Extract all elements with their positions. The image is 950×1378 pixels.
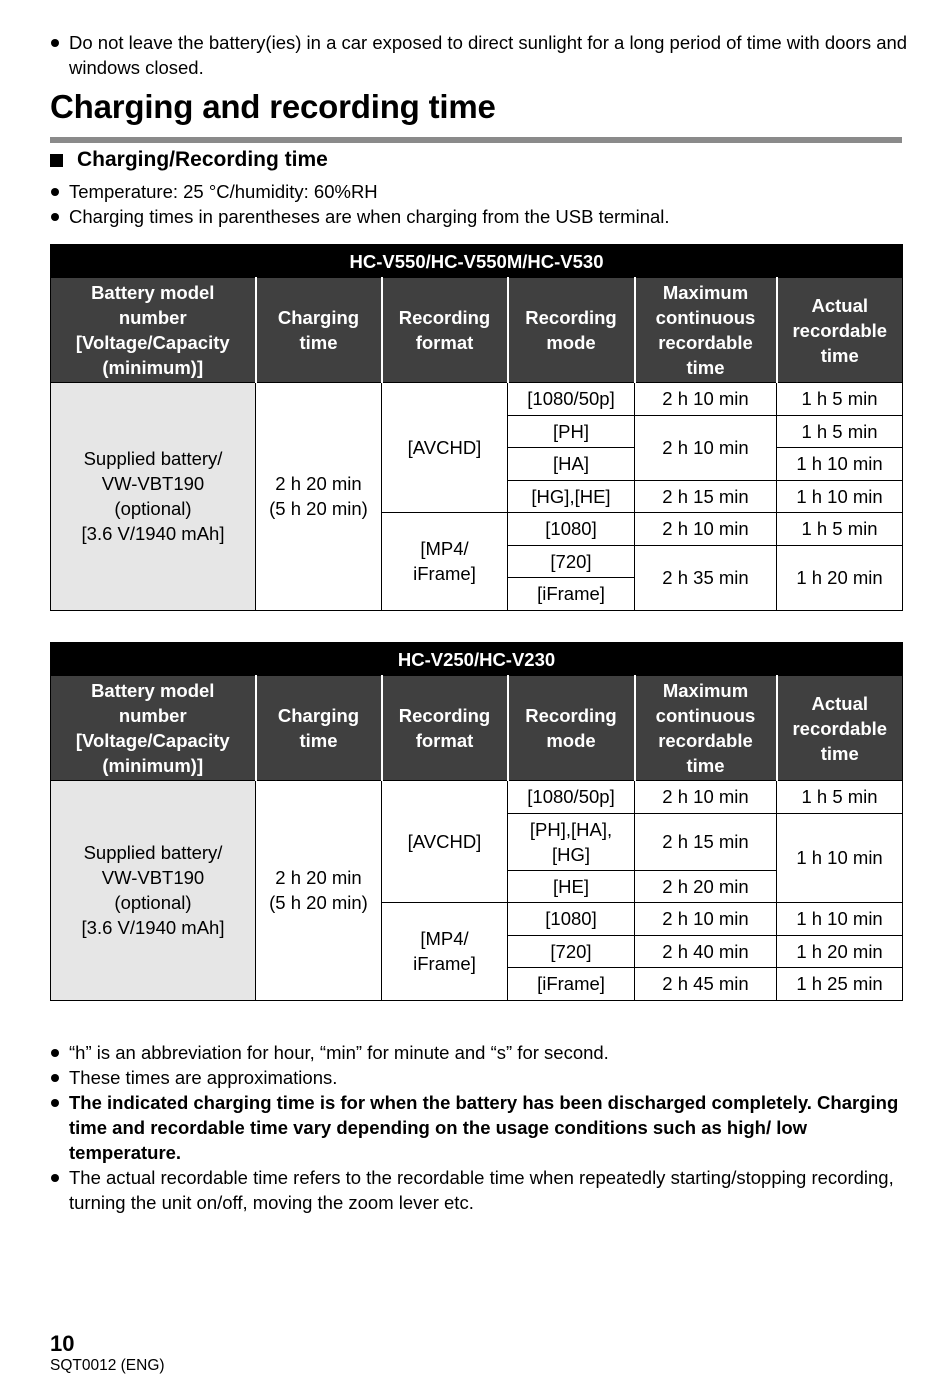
col-header-battery: Battery model number [Voltage/Capacity (minimum)] (51, 676, 256, 781)
mode-cell: [1080/50p] (508, 781, 635, 814)
battery-cell: Supplied battery/ VW-VBT190 (optional) [3.6 V/1940 mAh] (51, 781, 256, 1001)
mode-cell: [HG],[HE] (508, 480, 635, 513)
max-time-cell: 2 h 15 min (635, 813, 777, 870)
condition-item: Temperature: 25 °C/humidity: 60%RH (50, 179, 910, 204)
mode-cell: [1080] (508, 903, 635, 936)
charging-time-cell: 2 h 20 min (5 h 20 min) (256, 383, 382, 611)
mode-cell: [PH] (508, 415, 635, 448)
actual-time-cell: 1 h 10 min (777, 480, 903, 513)
actual-time-cell: 1 h 10 min (777, 813, 903, 903)
max-time-cell: 2 h 45 min (635, 968, 777, 1001)
actual-time-cell: 1 h 10 min (777, 448, 903, 481)
mode-cell: [720] (508, 935, 635, 968)
mode-cell: [PH],[HA], [HG] (508, 813, 635, 870)
actual-time-cell: 1 h 5 min (777, 383, 903, 416)
note-item: “h” is an abbreviation for hour, “min” for minute and “s” for second. (50, 1040, 910, 1065)
format-mp4-cell: [MP4/ iFrame] (382, 903, 508, 1001)
note-item: These times are approximations. (50, 1065, 910, 1090)
actual-time-cell: 1 h 25 min (777, 968, 903, 1001)
mode-cell: [HA] (508, 448, 635, 481)
col-header-charging-time: Charging time (256, 278, 382, 383)
page-number: 10 (50, 1331, 75, 1356)
col-header-recording-format: Recording format (382, 676, 508, 781)
max-time-cell: 2 h 20 min (635, 870, 777, 903)
col-header-max-time: Maximum continuous recordable time (635, 278, 777, 383)
section-heading (50, 148, 328, 172)
max-time-cell: 2 h 15 min (635, 480, 777, 513)
col-header-max-time: Maximum continuous recordable time (635, 676, 777, 781)
mode-cell: [1080/50p] (508, 383, 635, 416)
actual-time-cell: 1 h 20 min (777, 545, 903, 610)
mode-cell: [720] (508, 545, 635, 578)
col-header-recording-mode: Recording mode (508, 278, 635, 383)
max-time-cell: 2 h 10 min (635, 383, 777, 416)
section-heading-text: Charging/Recording time (77, 148, 328, 171)
battery-cell: Supplied battery/ VW-VBT190 (optional) [3.6 V/1940 mAh] (51, 383, 256, 611)
note-bold-text: The indicated charging time is for when the battery has been discharged completely. Charging time and recordable time vary depending on the usage conditions such as high/ low temperature. (69, 1092, 899, 1163)
col-header-battery: Battery model number [Voltage/Capacity (minimum)] (51, 278, 256, 383)
mode-cell: [HE] (508, 870, 635, 903)
charging-time-cell: 2 h 20 min (5 h 20 min) (256, 781, 382, 1001)
col-header-charging-time: Charging time (256, 676, 382, 781)
actual-time-cell: 1 h 5 min (777, 415, 903, 448)
notes-list (50, 1040, 910, 1215)
max-time-cell: 2 h 10 min (635, 903, 777, 936)
max-time-cell: 2 h 40 min (635, 935, 777, 968)
actual-time-cell: 1 h 5 min (777, 513, 903, 546)
col-header-actual-time: Actual recordable time (777, 676, 903, 781)
square-bullet-icon (50, 154, 63, 167)
mode-cell: [iFrame] (508, 578, 635, 611)
format-avchd-cell: [AVCHD] (382, 383, 508, 513)
charging-table-v550 (50, 244, 903, 611)
col-header-recording-mode: Recording mode (508, 676, 635, 781)
actual-time-cell: 1 h 10 min (777, 903, 903, 936)
note-item: The actual recordable time refers to the recordable time when repeatedly starting/stopping recording, turning the unit on/off, moving the zoom lever etc. (50, 1165, 910, 1215)
page-title: Charging and recording time (50, 88, 496, 125)
actual-time-cell: 1 h 5 min (777, 781, 903, 814)
format-avchd-cell: [AVCHD] (382, 781, 508, 903)
document-code: SQT0012 (ENG) (50, 1357, 165, 1374)
conditions-list (50, 179, 910, 229)
max-time-cell: 2 h 10 min (635, 415, 777, 480)
max-time-cell: 2 h 10 min (635, 513, 777, 546)
note-item (50, 1090, 910, 1165)
model-header: HC-V250/HC-V230 (51, 643, 903, 676)
mode-cell: [iFrame] (508, 968, 635, 1001)
model-header: HC-V550/HC-V550M/HC-V530 (51, 245, 903, 278)
format-mp4-cell: [MP4/ iFrame] (382, 513, 508, 611)
col-header-recording-format: Recording format (382, 278, 508, 383)
max-time-cell: 2 h 35 min (635, 545, 777, 610)
charging-table-v250 (50, 642, 903, 1001)
title-rule (50, 137, 902, 143)
top-note-item: Do not leave the battery(ies) in a car exposed to direct sunlight for a long period of time with doors and windows closed. (50, 30, 910, 80)
top-note (50, 30, 910, 80)
condition-item: Charging times in parentheses are when charging from the USB terminal. (50, 204, 910, 229)
actual-time-cell: 1 h 20 min (777, 935, 903, 968)
col-header-actual-time: Actual recordable time (777, 278, 903, 383)
max-time-cell: 2 h 10 min (635, 781, 777, 814)
mode-cell: [1080] (508, 513, 635, 546)
